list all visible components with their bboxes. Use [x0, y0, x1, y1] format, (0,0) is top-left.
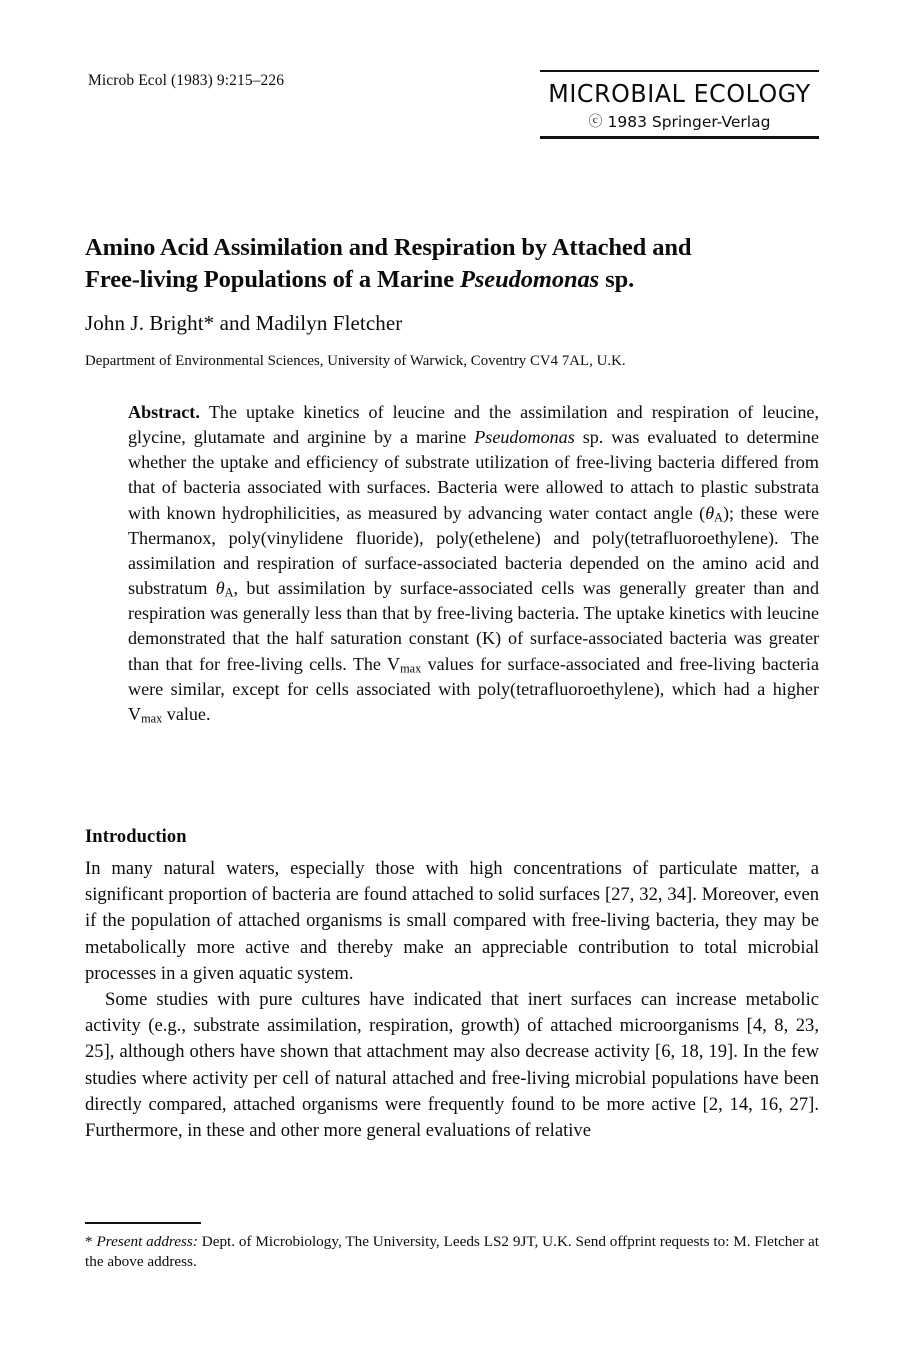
title-line-2-prefix: Free-living Populations of a Marine — [85, 266, 460, 294]
footnote-body-text: Dept. of Microbiology, The University, Leeds LS2 9JT, U.K. Send offprint requests to: M. Fletcher at the above address. — [85, 1232, 820, 1271]
journal-logo-title: MICROBIAL ECOLOGY — [548, 79, 811, 108]
paragraph-2: Some studies with pure cultures have indicated that inert surfaces can increase metabolic activity (e.g., substrate assimilation, respiration, growth) of attached microorganisms [4, 8, 23, 25], although others have shown that attachment may also decrease activity [6, 18, 19]. In the few studies where activity per cell of natural attached and free-living microbial populations have been directly compared, attached organisms were frequently found to be more active [2, 14, 16, 27]. Furthermore, in these and other more general evaluations of relative — [85, 989, 819, 1142]
abstract-text-part-3: ); these were Thermanox, poly(vinylidene fluoride), poly(ethelene) and poly(tetrafluoroethylene). The assimilation and respiration of surface-associated bacteria depended on the amino acid and substratum — [128, 502, 819, 599]
vmax-symbol-2: V — [128, 703, 142, 724]
abstract-section — [128, 400, 819, 727]
abstract-text-part-2: sp. was evaluated to determine whether the uptake and efficiency of substrate utilization of free-living bacteria differed from that of bacteria associated with surfaces. Bacteria were allowed to attach to plastic substrata with known hydrophilicities, as measured by advancing water contact angle ( — [128, 427, 819, 523]
copyright-line — [540, 109, 819, 134]
theta-symbol-2: θ — [215, 578, 225, 599]
footnote-block — [85, 1222, 819, 1273]
abstract-text-part-1: The uptake kinetics of leucine and the assimilation and respiration of leucine, glycine, glutamate and arginine by a marine — [128, 402, 819, 448]
paragraph-1: In many natural waters, especially those with high concentrations of particulate matter, a significant proportion of bacteria are found attached to solid surfaces [27, 32, 34]. Moreover, even if the population of attached organisms is small compared with free-living bacteria, they may be metabolically more active and thereby make an appreciable contribution to total microbial processes in a given aquatic system. — [85, 858, 819, 984]
theta-subscript-1: A — [714, 510, 723, 525]
footnote-content — [85, 1232, 819, 1273]
abstract-label: Abstract. — [128, 402, 200, 422]
journal-reference: Microb Ecol (1983) 9:215–226 — [88, 72, 285, 89]
title-line-2-suffix: sp. — [599, 266, 635, 294]
author-list: John J. Bright* and Madilyn Fletcher — [85, 311, 403, 335]
author-affiliation: Department of Environmental Sciences, University of Warwick, Coventry CV4 7AL, U.K. — [85, 353, 626, 369]
vmax-subscript-1: max — [400, 661, 422, 676]
theta-symbol-1: θ — [705, 502, 715, 523]
title-species-name: Pseudomonas — [460, 266, 600, 294]
footnote-italic-label: Present address: — [96, 1232, 198, 1250]
copyright-text: 1983 Springer-Verlag — [607, 113, 771, 131]
vmax-subscript-2: max — [141, 711, 163, 726]
abstract-text-part-5: values for surface-associated and free-living bacteria were similar, except for cells associated with poly(tetrafluoroethylene), which had a higher — [128, 653, 819, 699]
title-line-1: Amino Acid Assimilation and Respiration by Attached and — [85, 234, 692, 262]
abstract-text-part-4: , but assimilation by surface-associated cells was generally greater than and respiration was generally less than that by free-living bacteria. The uptake kinetics with leucine demonstrated that the half saturation constant (K) of surface-associated bacteria was greater than that for free-living cells. The — [128, 578, 819, 674]
vmax-symbol-1: V — [386, 653, 401, 674]
masthead-bottom-rule — [540, 136, 819, 139]
journal-masthead — [540, 70, 819, 139]
theta-subscript-2: A — [224, 585, 234, 600]
footnote-separator-rule — [85, 1222, 201, 1224]
copyright-icon: ⓒ — [588, 114, 603, 130]
page-title — [85, 232, 825, 296]
footnote-marker: * — [85, 1232, 93, 1250]
section-heading-introduction: Introduction — [85, 827, 187, 848]
abstract-species-name: Pseudomonas — [474, 427, 575, 448]
abstract-text-part-6: value. — [162, 703, 211, 724]
introduction-body — [85, 856, 819, 1144]
